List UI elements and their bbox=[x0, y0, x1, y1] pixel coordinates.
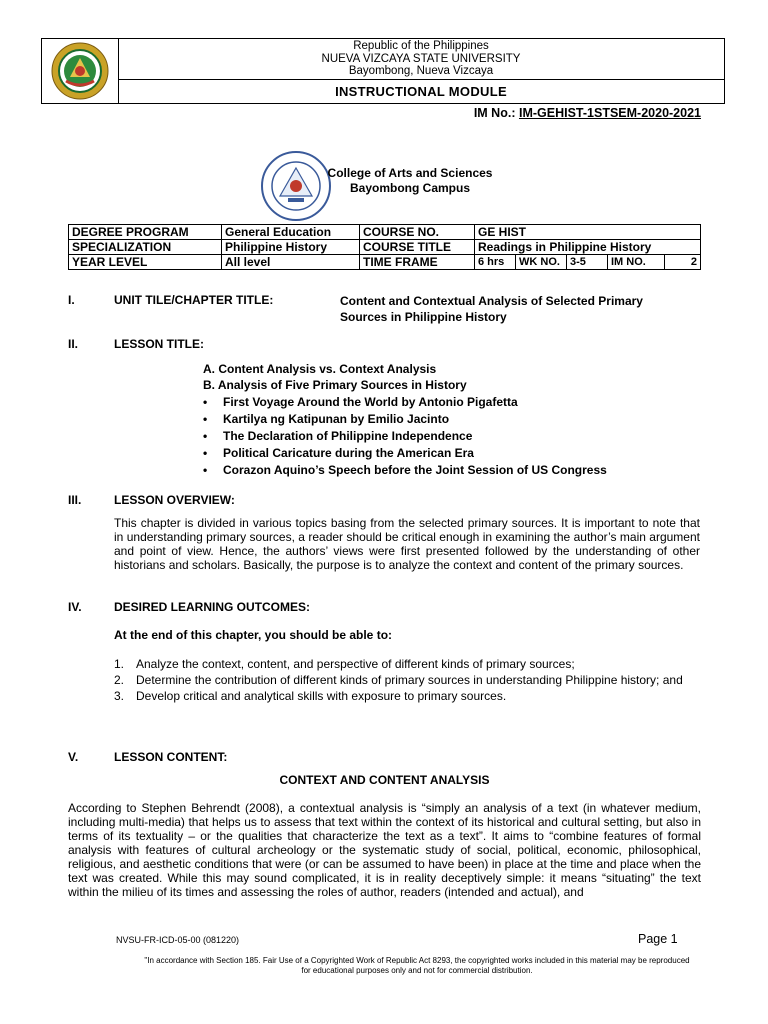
list-item bbox=[114, 689, 700, 703]
list-item: • The Declaration of Philippine Independence bbox=[223, 429, 472, 443]
section-4-number: IV. bbox=[68, 600, 82, 614]
course-info-table bbox=[68, 224, 701, 270]
table-cell: DEGREE PROGRAM bbox=[69, 225, 222, 240]
chapter-title-line: Content and Contextual Analysis of Selected Primary bbox=[340, 294, 643, 308]
table-cell: General Education bbox=[222, 225, 360, 240]
overview-paragraph: This chapter is divided in various topics basing from the selected primary sources. It is important to note that in understanding primary sources, a reader should be critical enough in examining the author’s main argument and point of view. Hence, the authors’ views were first presented followed by the understanding of other historians and scholars. Basically, the purpose is to analyze the context and content of the primary sources. bbox=[114, 516, 700, 572]
outcomes-list bbox=[114, 657, 700, 705]
section-4-label: DESIRED LEARNING OUTCOMES: bbox=[114, 600, 311, 614]
table-cell: 2 bbox=[665, 255, 701, 270]
module-title: INSTRUCTIONAL MODULE bbox=[335, 84, 507, 99]
table-cell: All level bbox=[222, 255, 360, 270]
list-text: Determine the contribution of different kinds of primary sources in understanding Philippine history; and bbox=[136, 673, 683, 687]
header-box bbox=[41, 38, 725, 104]
logo-cell bbox=[42, 39, 119, 103]
table-cell: 6 hrs bbox=[475, 255, 516, 270]
list-item bbox=[114, 657, 700, 671]
table-row bbox=[69, 240, 701, 255]
college-name: College of Arts and Sciences bbox=[327, 166, 493, 180]
table-cell: COURSE NO. bbox=[360, 225, 475, 240]
table-row bbox=[69, 255, 701, 270]
university-name: NUEVA VIZCAYA STATE UNIVERSITY bbox=[321, 52, 521, 65]
outcomes-intro: At the end of this chapter, you should be able to: bbox=[114, 628, 393, 642]
section-5-number: V. bbox=[68, 750, 79, 764]
list-text: Develop critical and analytical skills with exposure to primary sources. bbox=[136, 689, 507, 703]
table-cell: COURSE TITLE bbox=[360, 240, 475, 255]
content-heading: CONTEXT AND CONTENT ANALYSIS bbox=[279, 773, 490, 787]
list-item: • Corazon Aquino’s Speech before the Joint Session of US Congress bbox=[223, 463, 607, 477]
table-cell: IM NO. bbox=[608, 255, 665, 270]
table-cell: WK NO. bbox=[516, 255, 567, 270]
table-cell: 3-5 bbox=[567, 255, 608, 270]
form-code: NVSU-FR-ICD-05-00 (081220) bbox=[116, 935, 240, 945]
section-1-number: I. bbox=[68, 293, 75, 307]
table-cell: Readings in Philippine History bbox=[475, 240, 701, 255]
list-number: 1. bbox=[114, 657, 125, 671]
chapter-title bbox=[340, 293, 643, 325]
section-2-label: LESSON TITLE: bbox=[114, 337, 204, 351]
copyright-note: "In accordance with Section 185. Fair Use of a Copyrighted Work of Republic Act 8293, the copyrighted works included in this material may be reproduced for educational purposes only and not for commercial distribution. bbox=[144, 956, 690, 975]
university-location: Bayombong, Nueva Vizcaya bbox=[348, 65, 494, 77]
lesson-title-b: B. Analysis of Five Primary Sources in History bbox=[203, 378, 467, 392]
chapter-title-line: Sources in Philippine History bbox=[340, 310, 507, 324]
im-label: IM No.: bbox=[473, 106, 516, 120]
table-cell: Philippine History bbox=[222, 240, 360, 255]
im-number bbox=[474, 106, 701, 120]
table-cell: SPECIALIZATION bbox=[69, 240, 222, 255]
im-value: IM-GEHIST-1STSEM-2020-2021 bbox=[518, 106, 701, 120]
table-row bbox=[69, 225, 701, 240]
section-3-label: LESSON OVERVIEW: bbox=[114, 493, 235, 507]
lesson-title-a: A. Content Analysis vs. Context Analysis bbox=[203, 362, 437, 376]
section-5-label: LESSON CONTENT: bbox=[114, 750, 228, 764]
section-1-label: UNIT TILE/CHAPTER TITLE: bbox=[114, 293, 274, 307]
header-divider bbox=[118, 79, 724, 80]
list-item: • Political Caricature during the American Era bbox=[223, 446, 474, 460]
table-cell: TIME FRAME bbox=[360, 255, 475, 270]
content-paragraph: According to Stephen Behrendt (2008), a contextual analysis is “simply an analysis of a text (in whatever medium, including multi-media) that helps us to assess that text within the context of its historical and cultural setting, but also in terms of its textuality – or the qualities that characterize the text as a text”. It aims to “combine features of formal analysis with features of cultural archeology or the systematic study of social, political, economic, philosophical, religious, and aesthetic conditions that were (or can be assumed to have been) in place at the time and place when the text was created. While this may sound complicated, it is in reality deceptively simple: it means “situating” the text within the milieu of its times and assessing the roles of author, readers (intended and actual), and bbox=[68, 801, 701, 899]
list-text: Analyze the context, content, and perspective of different kinds of primary sources; bbox=[136, 657, 575, 671]
list-number: 3. bbox=[114, 689, 125, 703]
college-campus: Bayombong Campus bbox=[349, 181, 470, 195]
section-2-number: II. bbox=[68, 337, 79, 351]
page-number: Page 1 bbox=[638, 932, 678, 946]
table-cell: YEAR LEVEL bbox=[69, 255, 222, 270]
college-block bbox=[300, 166, 520, 196]
list-item bbox=[114, 673, 700, 687]
table-cell: GE HIST bbox=[475, 225, 701, 240]
list-item: • Kartilya ng Katipunan by Emilio Jacinto bbox=[223, 412, 449, 426]
header-text bbox=[118, 40, 724, 78]
section-3-number: III. bbox=[68, 493, 82, 507]
list-number: 2. bbox=[114, 673, 125, 687]
republic-line: Republic of the Philippines bbox=[353, 40, 489, 52]
university-seal-icon bbox=[50, 41, 110, 101]
list-item: • First Voyage Around the World by Antonio Pigafetta bbox=[223, 395, 518, 409]
